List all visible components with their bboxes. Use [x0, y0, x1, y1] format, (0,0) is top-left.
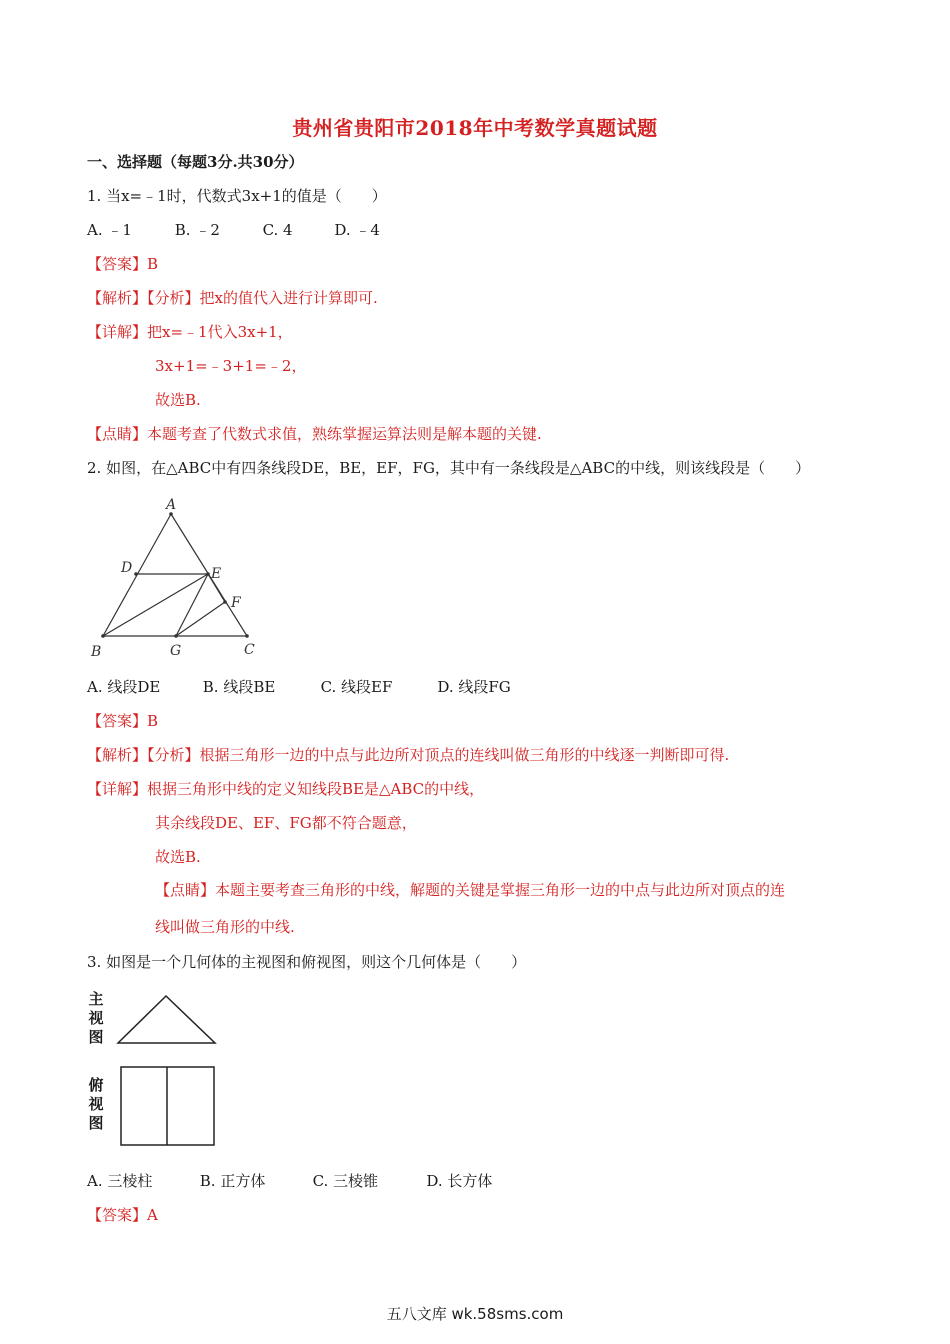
q1-comment: 【点睛】本题考查了代数式求值，熟练掌握运算法则是解本题的关键.: [87, 425, 542, 443]
top-view-label: 俯 视 图: [88, 1076, 104, 1132]
q3-option-c: C. 三棱锥: [312, 1172, 379, 1190]
q2-option-d: D. 线段FG: [437, 678, 511, 696]
label-b: B: [91, 644, 102, 660]
front-view-label: 主 视 图: [88, 990, 104, 1046]
q3-stem: 3. 如图是一个几何体的主视图和俯视图，则这个几何体是（ ）: [87, 953, 527, 971]
label-g: G: [170, 643, 182, 659]
q2-comment-2: 线叫做三角形的中线.: [155, 918, 295, 936]
q3-options: [87, 1171, 492, 1191]
q3-option-a: A. 三棱柱: [87, 1172, 153, 1190]
q2-detail-2: 其余线段DE、EF、FG都不符合题意，: [155, 814, 417, 832]
label-d: D: [121, 560, 133, 576]
q3-option-d: D. 长方体: [426, 1172, 493, 1190]
q1-option-d: D. ﹣4: [334, 221, 380, 239]
q2-option-a: A. 线段DE: [87, 678, 161, 696]
q3-answer: 【答案】A: [87, 1206, 158, 1224]
q3-option-b: B. 正方体: [199, 1172, 266, 1190]
q2-stem: 2. 如图，在△ABC中有四条线段DE，BE，EF，FG，其中有一条线段是△ABC的中线，则该线段是（ ）: [87, 459, 811, 477]
q2-analysis: 【解析】【分析】根据三角形一边的中点与此边所对顶点的连线叫做三角形的中线逐一判断即可得.: [87, 746, 730, 764]
q2-detail-1: 【详解】根据三角形中线的定义知线段BE是△ABC的中线，: [87, 780, 485, 798]
q2-comment-1: 【点睛】本题主要考查三角形的中线，解题的关键是掌握三角形一边的中点与此边所对顶点的连: [155, 881, 786, 899]
q1-analysis: 【解析】【分析】把x的值代入进行计算即可.: [87, 289, 378, 307]
q1-option-c: C. 4: [262, 221, 293, 239]
q2-answer: 【答案】B: [87, 712, 159, 730]
q1-answer: 【答案】B: [87, 255, 159, 273]
q1-detail-1: 【详解】把x=﹣1代入3x+1，: [87, 323, 293, 341]
label-c: C: [244, 642, 255, 658]
q1-detail-3: 故选B.: [155, 391, 201, 409]
label-a: A: [166, 497, 177, 513]
label-f: F: [231, 595, 241, 611]
q1-option-b: B. ﹣2: [174, 221, 220, 239]
label-e: E: [211, 566, 222, 582]
q1-options: [87, 220, 380, 240]
q2-option-c: C. 线段EF: [320, 678, 393, 696]
q1-stem: 1. 当x=﹣1时，代数式3x+1的值是（ ）: [87, 187, 387, 205]
q2-option-b: B. 线段BE: [202, 678, 276, 696]
q1-option-a: A. ﹣1: [87, 221, 132, 239]
page-footer: 五八文库 wk.58sms.com: [386, 1305, 564, 1323]
segment-fg: [176, 602, 225, 636]
section-heading: 一、选择题（每题3分.共30分）: [87, 153, 304, 171]
top-view-rectangle: [118, 1064, 218, 1148]
q2-detail-3: 故选B.: [155, 848, 201, 866]
q1-detail-2: 3x+1=﹣3+1=﹣2，: [155, 357, 307, 375]
document-title: 贵州省贵阳市2018年中考数学真题试题: [292, 116, 658, 140]
q2-options: [87, 677, 511, 697]
front-view-triangle: [115, 993, 219, 1047]
triangle-figure: [85, 492, 265, 662]
